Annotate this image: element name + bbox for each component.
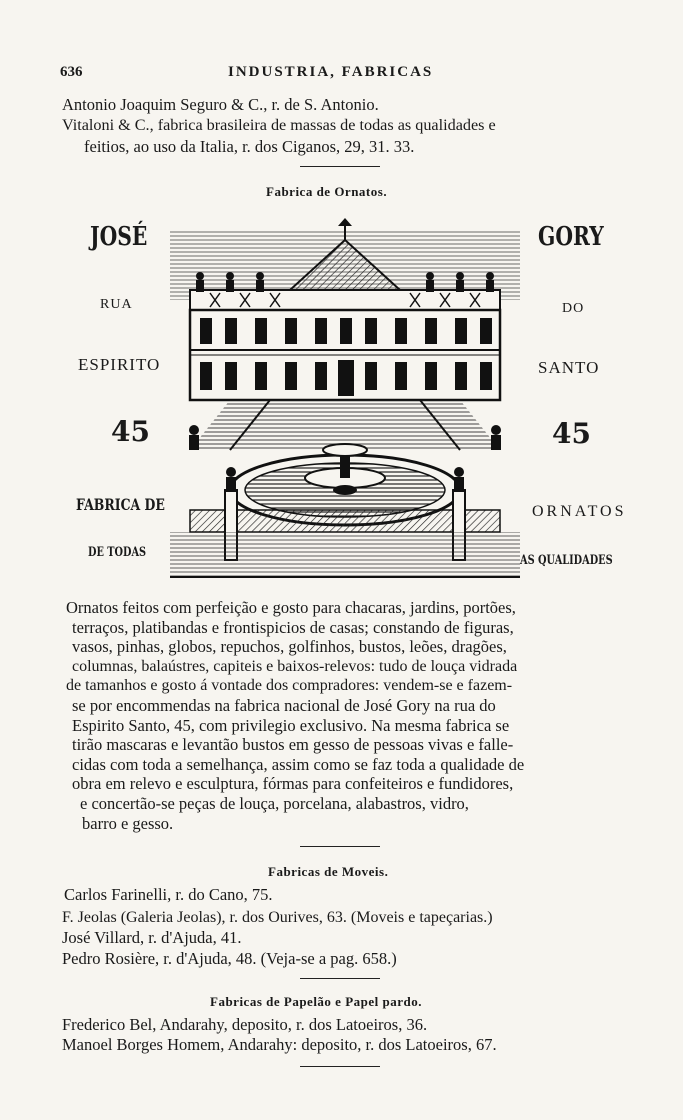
palace-engraving-illustration [170, 210, 520, 580]
ad-name-jose: JOSÉ [90, 222, 148, 252]
running-header [60, 64, 630, 86]
entry-bel: Frederico Bel, Andarahy, deposito, r. dos Latoeiros, 36. [62, 1015, 428, 1034]
section-heading-moveis: Fabricas de Moveis. [268, 864, 389, 879]
entry-vitaloni-cont: feitios, ao uso da Italia, r. dos Ciganos, 29, 31. 33. [84, 137, 415, 156]
ad-santo: SANTO [538, 358, 600, 377]
paragraph-line: Espirito Santo, 45, com privilegio exclusivo. Na mesma fabrica se [72, 715, 510, 735]
ad-as-qualidades: AS QUALIDADES [520, 553, 613, 568]
entry-seguro: Antonio Joaquim Seguro & C., r. de S. Antonio. [62, 95, 379, 114]
entry-vitaloni: Vitaloni & C., fabrica brasileira de massas de todas as qualidades e [62, 116, 496, 134]
ad-fabrica-de: FABRICA DE [76, 495, 165, 514]
divider [300, 1066, 380, 1067]
ad-rua: RUA [100, 297, 133, 312]
paragraph-line: vasos, pinhas, globos, repuchos, golfinhos, bustos, leões, dragões, [72, 637, 507, 657]
paragraph-line: e concertão-se peças de louça, porcelana, alabastros, vidro, [80, 793, 469, 813]
ad-number-left: 45 [111, 415, 150, 448]
paragraph-line: se por encommendas na fabrica nacional de José Gory na rua do [72, 695, 496, 715]
ad-ornatos: ORNATOS [532, 503, 627, 520]
ad-do: DO [562, 301, 585, 316]
divider [300, 166, 380, 167]
ornatos-description [66, 598, 631, 833]
paragraph-line: obra em relevo e esculptura, fórmas para confeiteiros e fundidores, [72, 774, 514, 794]
paragraph-line: Ornatos feitos com perfeição e gosto para chacaras, jardins, portões, [66, 598, 516, 617]
paragraph-line: tirão mascaras e levantão bustos em gesso de pessoas vivas e falle- [72, 735, 514, 755]
entry-borges-homem: Manoel Borges Homem, Andarahy: deposito, r. dos Latoeiros, 67. [62, 1035, 497, 1054]
ad-de-todas: DE TODAS [88, 545, 147, 560]
paragraph-line: barro e gesso. [82, 813, 174, 833]
section-heading-ornatos: Fabrica de Ornatos. [266, 184, 388, 199]
entry-villard: José Villard, r. d'Ajuda, 41. [62, 928, 242, 947]
paragraph-line: terraços, platibandas e frontispicios de casas; constando de figuras, [72, 617, 514, 637]
gory-advertisement [60, 205, 630, 585]
paragraph-line: columnas, balaústres, capiteis e baixos-relevos: tudo de louça vidrada [72, 657, 518, 675]
divider [300, 978, 380, 979]
running-head: INDUSTRIA, FABRICAS [228, 64, 434, 80]
divider [300, 846, 380, 847]
entry-rosiere: Pedro Rosière, r. d'Ajuda, 48. (Veja-se a pag. 658.) [62, 949, 397, 968]
ad-number-right: 45 [552, 417, 591, 450]
page-number: 636 [60, 64, 83, 80]
paragraph-line: de tamanhos e gosto á vontade dos compradores: vendem-se e fazem- [66, 677, 513, 695]
paragraph-line: cidas com toda a semelhança, assim como se faz toda a qualidade de [72, 754, 525, 774]
ad-name-gory: GORY [538, 222, 604, 252]
section-heading-papelao: Fabricas de Papelão e Papel pardo. [210, 994, 422, 1009]
entry-jeolas: F. Jeolas (Galeria Jeolas), r. dos Ourives, 63. (Moveis e tapeçarias.) [62, 909, 493, 926]
ad-espirito: ESPIRITO [78, 355, 161, 374]
entry-farinelli: Carlos Farinelli, r. do Cano, 75. [64, 885, 273, 904]
